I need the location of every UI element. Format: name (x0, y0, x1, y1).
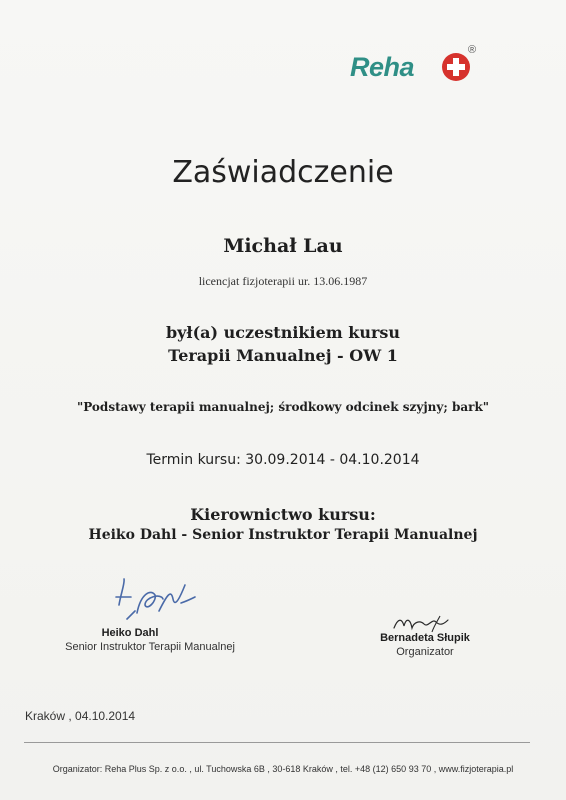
place-and-date: Kraków , 04.10.2014 (25, 709, 136, 723)
course-topics: "Podstawy terapii manualnej; środkowy odcinek szyjny; bark" (76, 400, 490, 414)
participation-line: był(a) uczestnikiem kursu (165, 323, 401, 342)
signature-block-right (360, 610, 500, 680)
signatory-role-right: Organizator (396, 646, 454, 658)
reha-logo (350, 44, 480, 88)
management-name: Heiko Dahl - Senior Instruktor Terapii Manualnej (88, 527, 478, 543)
course-term: Termin kursu: 30.09.2014 - 04.10.2014 (146, 452, 420, 468)
participant-name: Michał Lau (223, 235, 343, 257)
registered-mark: ® (468, 44, 477, 56)
footer-organizer-info: Organizator: Reha Plus Sp. z o.o. , ul. Tuchowska 6B , 30-618 Kraków , tel. +48 (12) 650 93 70 , www.fizjoterapia.pl (52, 764, 514, 774)
signatory-role-left: Senior Instruktor Terapii Manualnej (65, 641, 235, 653)
certificate-title: Zaświadczenie (172, 155, 394, 190)
handwritten-signature-left (111, 575, 201, 625)
plus-cross-icon (441, 52, 471, 82)
course-name: Terapii Manualnej - OW 1 (168, 346, 398, 365)
signatory-name-right: Bernadeta Słupik (380, 632, 470, 644)
signature-block-left (55, 575, 255, 685)
signatory-name-left: Heiko Dahl (101, 627, 159, 639)
license-line: licencjat fizjoterapii ur. 13.06.1987 (198, 274, 368, 288)
management-heading: Kierownictwo kursu: (190, 505, 376, 524)
footer-divider (24, 742, 530, 743)
logo-wordmark: Reha (350, 52, 415, 82)
